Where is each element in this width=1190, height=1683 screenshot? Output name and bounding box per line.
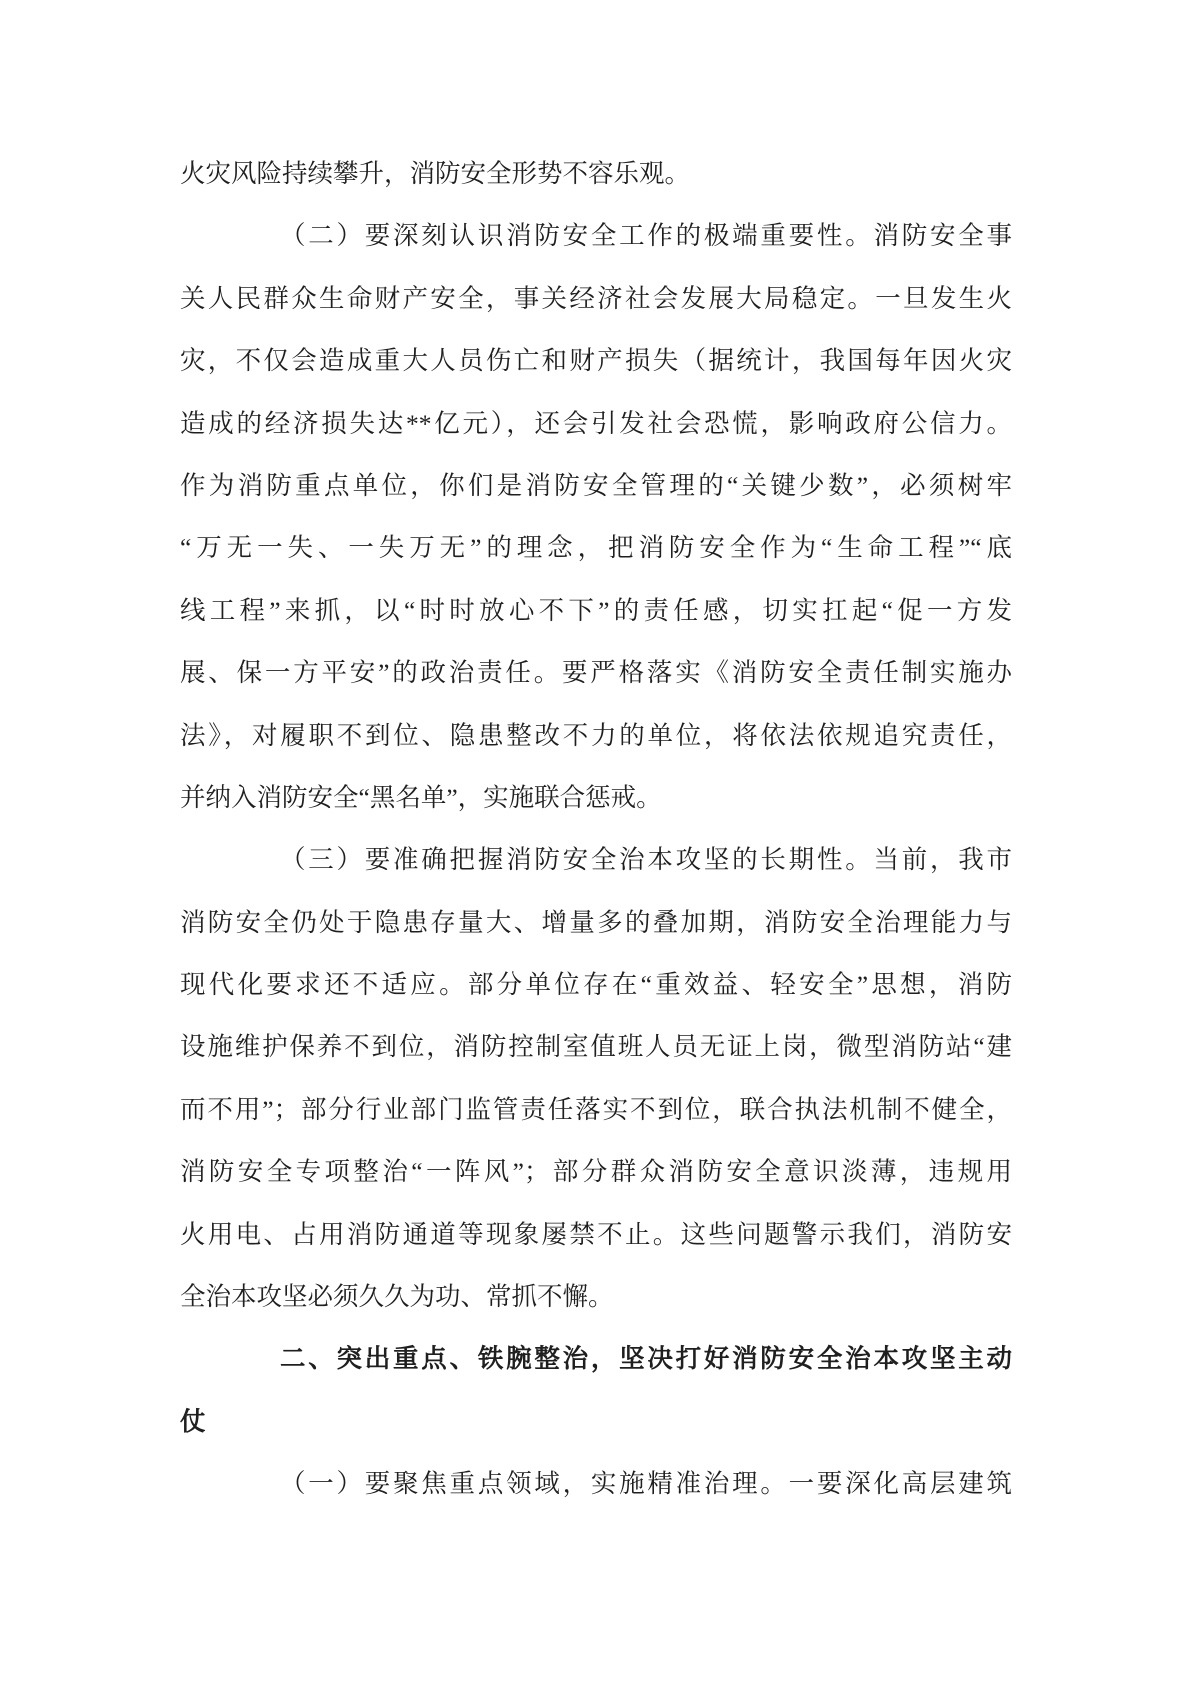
text-line: 消防安全专项整治“一阵风”；部分群众消防安全意识淡薄，违规用 [180, 1157, 1012, 1187]
text-line: 全治本攻坚必须久久为功、常抓不懈。 [180, 1282, 614, 1312]
text-line: 法》，对履职不到位、隐患整改不力的单位，将依法依规追究责任， [180, 720, 1012, 750]
text-line: 灾，不仅会造成重大人员伤亡和财产损失（据统计，我国每年因火灾 [180, 346, 1012, 376]
document-body [180, 143, 1012, 1516]
text-line: 现代化要求还不适应。部分单位存在“重效益、轻安全”思想，消防 [180, 970, 1012, 1000]
text-line: 关人民群众生命财产安全，事关经济社会发展大局稳定。一旦发生火 [180, 283, 1012, 313]
text-line: 设施维护保养不到位，消防控制室值班人员无证上岗，微型消防站“建 [180, 1032, 1012, 1062]
text-line: “万无一失、一失万无”的理念，把消防安全作为“生命工程”“底 [180, 533, 1012, 563]
text-line: 线工程”来抓，以“时时放心不下”的责任感，切实扛起“促一方发 [180, 595, 1012, 625]
text-line: 火用电、占用消防通道等现象屡禁不止。这些问题警示我们，消防安 [180, 1219, 1012, 1249]
text-line: 火灾风险持续攀升，消防安全形势不容乐观。 [180, 159, 691, 188]
heading-line: 二、突出重点、铁腕整治，坚决打好消防安全治本攻坚主动 [280, 1345, 1012, 1374]
text-line: 消防安全仍处于隐患存量大、增量多的叠加期，消防安全治理能力与 [180, 907, 1012, 937]
text-line: 作为消防重点单位，你们是消防安全管理的“关键少数”，必须树牢 [180, 470, 1012, 500]
text-line: （一）要聚焦重点领域，实施精准治理。一要深化高层建筑 [280, 1469, 1012, 1499]
text-line: （二）要深刻认识消防安全工作的极端重要性。消防安全事 [280, 221, 1012, 251]
text-line: 而不用”；部分行业部门监管责任落实不到位，联合执法机制不健全， [180, 1094, 1012, 1124]
text-line: （三）要准确把握消防安全治本攻坚的长期性。当前，我市 [280, 845, 1012, 875]
heading-line: 仗 [180, 1407, 206, 1436]
text-line: 展、保一方平安”的政治责任。要严格落实《消防安全责任制实施办 [180, 658, 1012, 688]
text-line: 并纳入消防安全“黑名单”，实施联合惩戒。 [180, 782, 662, 812]
text-line: 造成的经济损失达**亿元），还会引发社会恐慌，影响政府公信力。 [180, 408, 1012, 438]
